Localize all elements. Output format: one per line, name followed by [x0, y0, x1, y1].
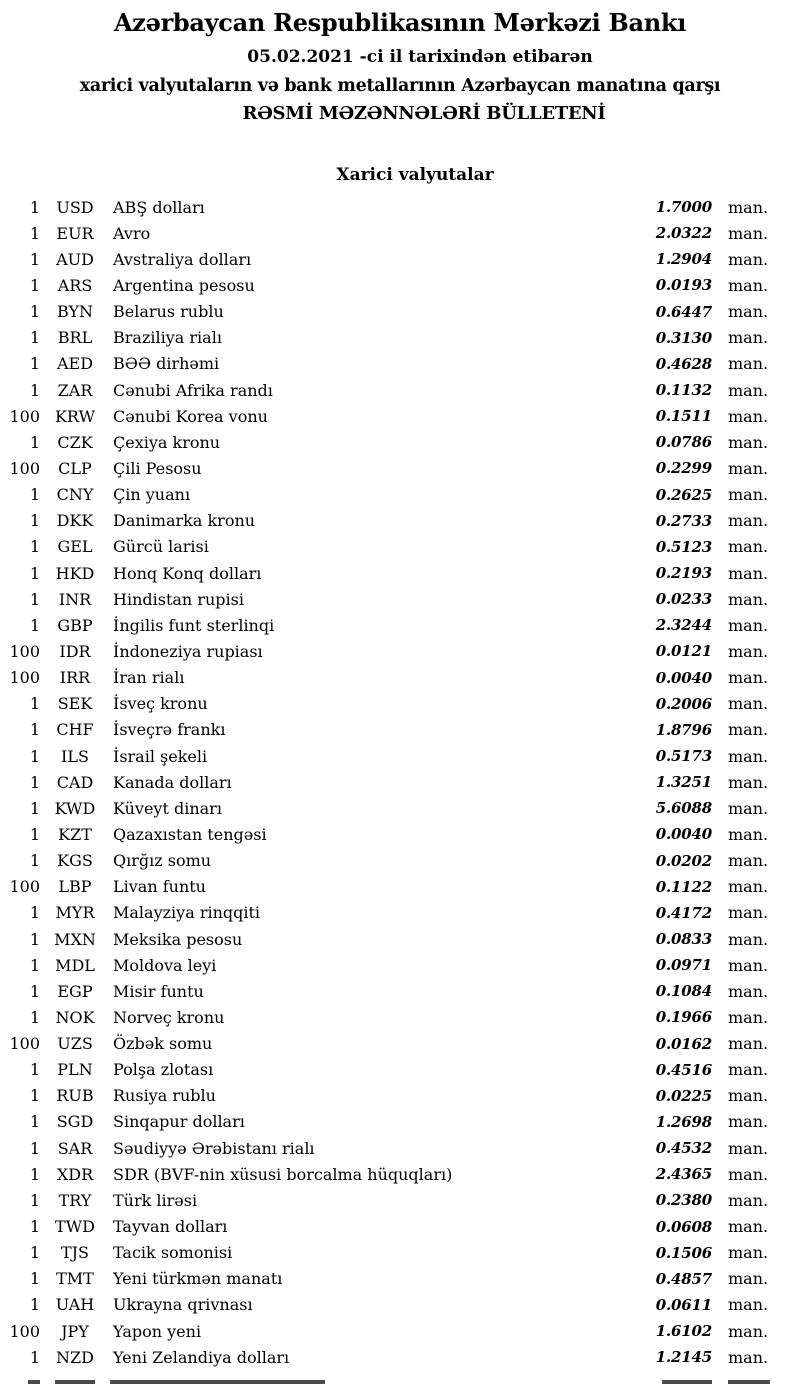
currency-name: İsrail şekeli: [113, 746, 208, 766]
currency-name: Küveyt dinarı: [113, 798, 222, 818]
quantity-value: 100: [9, 668, 40, 688]
currency-name: Belarus rublu: [113, 302, 224, 322]
unit-label: man.: [728, 223, 769, 243]
quantity-value: 1: [29, 1190, 40, 1210]
quantity-value: 1: [29, 485, 40, 505]
rate-value: 0.5123: [655, 537, 712, 556]
currency-code: IDR: [59, 641, 91, 661]
currency-code: MYR: [55, 903, 95, 923]
currency-row: [0, 482, 800, 508]
quantity-value: 1: [29, 249, 40, 269]
currency-code: BYN: [56, 302, 94, 322]
quantity-value: 1: [29, 1086, 40, 1106]
currency-row: [0, 952, 800, 978]
currency-row: [0, 926, 800, 952]
quantity-value: 1: [29, 223, 40, 243]
currency-name: Honq Konq dolları: [113, 563, 262, 583]
unit-label: man.: [728, 563, 769, 583]
currency-code: SEK: [57, 694, 93, 714]
currency-name: Çexiya kronu: [113, 432, 221, 452]
currency-row: [0, 1240, 800, 1266]
currency-name: İsveçrə frankı: [113, 720, 226, 740]
currency-code: CZK: [57, 432, 93, 452]
quantity-value: 1: [29, 380, 40, 400]
currency-code: MDL: [55, 955, 95, 975]
currency-code: HKD: [55, 563, 95, 583]
currency-code: TRY: [58, 1190, 92, 1210]
currency-name: Livan funtu: [113, 877, 206, 897]
currency-code: INR: [58, 589, 92, 609]
unit-label: man.: [728, 1269, 769, 1289]
unit-label: man.: [728, 694, 769, 714]
currency-row: [0, 220, 800, 246]
unit-label: man.: [728, 197, 769, 217]
unit-label: man.: [728, 1034, 769, 1054]
rate-value: 1.6102: [655, 1322, 712, 1341]
currency-name: SDR (BVF-nin xüsusi borcalma hüquqları): [113, 1164, 453, 1184]
currency-name: Meksika pesosu: [113, 929, 243, 949]
quantity-value: 100: [9, 641, 40, 661]
rate-value: 0.3130: [655, 328, 712, 347]
unit-label: man.: [728, 1347, 769, 1367]
quantity-value: 1: [29, 746, 40, 766]
rate-value: 0.0040: [655, 825, 712, 844]
quantity-value: 1: [29, 1243, 40, 1263]
quantity-value: 1: [29, 929, 40, 949]
rate-value: 0.1122: [655, 877, 712, 896]
currency-rate-table: [0, 194, 800, 1370]
currency-code: SGD: [56, 1112, 94, 1132]
rate-value: 0.0202: [655, 851, 712, 870]
rate-value: 0.0233: [655, 590, 712, 609]
unit-label: man.: [728, 929, 769, 949]
quantity-value: 1: [29, 772, 40, 792]
currency-name: Tacik somonisi: [113, 1243, 233, 1263]
unit-label: man.: [728, 406, 769, 426]
currency-row: [0, 1187, 800, 1213]
currency-row: [0, 325, 800, 351]
currency-row: [0, 351, 800, 377]
rate-value: 0.0162: [655, 1034, 712, 1053]
rate-value: 0.1084: [655, 982, 712, 1001]
currency-name: Sinqapur dolları: [113, 1112, 245, 1132]
currency-code: AUD: [56, 249, 94, 269]
rate-value: 1.8796: [655, 720, 712, 739]
rate-value: 0.5173: [655, 747, 712, 766]
clipped-quantity-fragment: [28, 1380, 40, 1384]
currency-code: MXN: [54, 929, 96, 949]
currency-row: [0, 1318, 800, 1344]
currency-row: [0, 1344, 800, 1370]
currency-code: BRL: [57, 328, 93, 348]
unit-label: man.: [728, 1164, 769, 1184]
rate-value: 2.0322: [655, 224, 712, 243]
unit-label: man.: [728, 432, 769, 452]
currency-name: Braziliya rialı: [113, 328, 222, 348]
unit-label: man.: [728, 851, 769, 871]
currency-row: [0, 455, 800, 481]
currency-name: Cənubi Korea vonu: [113, 406, 268, 426]
rate-value: 2.4365: [655, 1165, 712, 1184]
rate-value: 0.0040: [655, 668, 712, 687]
currency-name: Polşa zlotası: [113, 1060, 214, 1080]
currency-name: Argentina pesosu: [113, 275, 255, 295]
clipped-code-fragment: [55, 1380, 95, 1384]
quantity-value: 1: [29, 1164, 40, 1184]
currency-name: İran rialı: [113, 668, 185, 688]
quantity-value: 1: [29, 694, 40, 714]
rate-value: 1.7000: [655, 198, 712, 217]
currency-name: Danimarka kronu: [113, 511, 256, 531]
currency-code: DKK: [56, 511, 94, 531]
unit-label: man.: [728, 746, 769, 766]
unit-label: man.: [728, 1086, 769, 1106]
unit-label: man.: [728, 249, 769, 269]
currency-row: [0, 534, 800, 560]
currency-row: [0, 1266, 800, 1292]
quantity-value: 1: [29, 1112, 40, 1132]
currency-row: [0, 586, 800, 612]
rate-value: 0.0833: [655, 930, 712, 948]
currency-row: [0, 299, 800, 325]
rate-value: 0.4532: [655, 1139, 712, 1158]
currency-code: GEL: [57, 537, 93, 557]
currency-row: [0, 638, 800, 664]
currency-row: [0, 743, 800, 769]
currency-row: [0, 874, 800, 900]
currency-name: Misir funtu: [113, 981, 204, 1001]
rate-value: 0.1506: [655, 1243, 712, 1262]
quantity-value: 1: [29, 1295, 40, 1315]
effective-date-line: 05.02.2021 -ci il tarixindən etibarən: [247, 47, 593, 67]
currency-code: IRR: [59, 668, 91, 688]
currency-code: TJS: [60, 1243, 90, 1263]
currency-code: CAD: [56, 772, 94, 792]
currency-name: İndoneziya rupiası: [113, 641, 263, 661]
currency-name: Avro: [113, 223, 151, 243]
quantity-value: 1: [29, 1269, 40, 1289]
quantity-value: 1: [29, 1138, 40, 1158]
clipped-name-fragment: [110, 1380, 325, 1384]
clipped-unit-fragment: [728, 1380, 770, 1384]
currency-name: Hindistan rupisi: [113, 589, 244, 609]
rate-value: 0.4628: [655, 354, 712, 373]
currency-name: Norveç kronu: [113, 1007, 225, 1027]
currency-name: Cənubi Afrika randı: [113, 380, 273, 400]
rate-value: 0.0971: [655, 956, 712, 975]
unit-label: man.: [728, 641, 769, 661]
rate-value: 0.4172: [655, 903, 712, 922]
unit-label: man.: [728, 302, 769, 322]
quantity-value: 1: [29, 537, 40, 557]
currency-row: [0, 717, 800, 743]
currency-name: Malayziya rinqqiti: [113, 903, 261, 923]
unit-label: man.: [728, 720, 769, 740]
rate-value: 1.2698: [655, 1112, 712, 1131]
quantity-value: 1: [29, 903, 40, 923]
currency-name: Yeni türkmən manatı: [113, 1269, 283, 1289]
currency-code: XDR: [56, 1164, 94, 1184]
rate-value: 0.2733: [655, 511, 712, 530]
currency-row: [0, 560, 800, 586]
currency-code: TWD: [55, 1217, 95, 1237]
currency-row: [0, 769, 800, 795]
currency-code: ILS: [61, 746, 89, 766]
unit-label: man.: [728, 1112, 769, 1132]
currency-name: Gürcü larisi: [113, 537, 209, 557]
unit-label: man.: [728, 981, 769, 1001]
currency-row: [0, 272, 800, 298]
unit-label: man.: [728, 1321, 769, 1341]
rate-value: 0.2625: [655, 485, 712, 504]
quantity-value: 1: [29, 589, 40, 609]
currency-name: Ukrayna qrivnası: [113, 1295, 253, 1315]
currency-code: ZAR: [57, 380, 93, 400]
currency-name: Səudiyyə Ərəbistanı rialı: [113, 1138, 315, 1158]
currency-name: Yeni Zelandiya dolları: [113, 1347, 290, 1367]
currency-name: Çili Pesosu: [113, 458, 202, 478]
rate-value: 0.0608: [655, 1217, 712, 1236]
quantity-value: 1: [29, 851, 40, 871]
unit-label: man.: [728, 537, 769, 557]
currency-name: İsveç kronu: [113, 694, 208, 714]
currency-row: [0, 1213, 800, 1239]
bulletin-title: RƏSMİ MƏZƏNNƏLƏRİ BÜLLETENİ: [242, 103, 606, 124]
quantity-value: 1: [29, 720, 40, 740]
currency-code: UZS: [57, 1034, 93, 1054]
unit-label: man.: [728, 275, 769, 295]
unit-label: man.: [728, 1243, 769, 1263]
currency-name: İngilis funt sterlinqi: [113, 615, 275, 635]
currency-name: Çin yuanı: [113, 485, 191, 505]
quantity-value: 1: [29, 563, 40, 583]
unit-label: man.: [728, 589, 769, 609]
currency-row: [0, 1292, 800, 1318]
currency-row: [0, 795, 800, 821]
currency-name: BƏƏ dirhəmi: [113, 354, 220, 374]
unit-label: man.: [728, 1217, 769, 1237]
quantity-value: 1: [29, 955, 40, 975]
unit-label: man.: [728, 380, 769, 400]
currency-name: Rusiya rublu: [113, 1086, 216, 1106]
quantity-value: 1: [29, 1060, 40, 1080]
rate-value: 0.2193: [655, 564, 712, 583]
unit-label: man.: [728, 511, 769, 531]
quantity-value: 1: [29, 302, 40, 322]
quantity-value: 1: [29, 197, 40, 217]
currency-name: Moldova leyi: [113, 955, 217, 975]
rate-value: 1.2145: [655, 1348, 712, 1367]
currency-row: [0, 612, 800, 638]
currency-row: [0, 665, 800, 691]
rate-value: 0.2006: [655, 694, 712, 713]
unit-label: man.: [728, 354, 769, 374]
currency-row: [0, 900, 800, 926]
currency-name: Qırğız somu: [113, 851, 212, 871]
currency-row: [0, 246, 800, 272]
quantity-value: 1: [29, 798, 40, 818]
clipped-next-row-fragment: [0, 1378, 800, 1384]
currency-code: SAR: [57, 1138, 93, 1158]
currency-row: [0, 1083, 800, 1109]
rate-value: 0.0193: [655, 276, 712, 295]
unit-label: man.: [728, 1295, 769, 1315]
currency-row: [0, 1161, 800, 1187]
quantity-value: 1: [29, 615, 40, 635]
currency-row: [0, 1135, 800, 1161]
quantity-value: 1: [29, 275, 40, 295]
rate-value: 0.1132: [655, 381, 712, 400]
currency-row: [0, 978, 800, 1004]
quantity-value: 1: [29, 328, 40, 348]
currency-code: UAH: [55, 1295, 95, 1315]
currency-code: CHF: [56, 720, 94, 740]
currency-row: [0, 508, 800, 534]
bank-title: Azərbaycan Respublikasının Mərkəzi Bankı: [113, 8, 687, 37]
currency-code: JPY: [61, 1321, 89, 1341]
rate-value: 0.1966: [655, 1008, 712, 1027]
currency-code: RUB: [56, 1086, 94, 1106]
currency-code: PLN: [57, 1060, 93, 1080]
currency-code: GBP: [57, 615, 93, 635]
currency-row: [0, 1004, 800, 1030]
rate-value: 0.1511: [655, 407, 712, 426]
quantity-value: 1: [29, 354, 40, 374]
unit-label: man.: [728, 1138, 769, 1158]
currency-name: Türk lirəsi: [113, 1190, 198, 1210]
unit-label: man.: [728, 955, 769, 975]
clipped-rate-fragment: [662, 1380, 712, 1384]
currency-code: KGS: [57, 851, 93, 871]
quantity-value: 100: [9, 1034, 40, 1054]
currency-code: KRW: [54, 406, 96, 426]
currency-name: Özbək somu: [113, 1034, 213, 1054]
currency-row: [0, 1109, 800, 1135]
unit-label: man.: [728, 1190, 769, 1210]
currency-name: Yapon yeni: [113, 1321, 202, 1341]
currency-row: [0, 848, 800, 874]
unit-label: man.: [728, 772, 769, 792]
quantity-value: 100: [9, 458, 40, 478]
rate-value: 0.0225: [655, 1086, 712, 1105]
unit-label: man.: [728, 668, 769, 688]
currency-name: Qazaxıstan tengəsi: [113, 824, 267, 844]
currency-code: ARS: [57, 275, 93, 295]
rate-value: 2.3244: [655, 616, 712, 635]
rate-value: 0.6447: [655, 302, 712, 321]
unit-label: man.: [728, 328, 769, 348]
quantity-value: 1: [29, 1007, 40, 1027]
quantity-value: 1: [29, 981, 40, 1001]
rate-value: 0.4516: [655, 1060, 712, 1079]
quantity-value: 1: [29, 824, 40, 844]
quantity-value: 100: [9, 406, 40, 426]
currency-name: Tayvan dolları: [113, 1217, 228, 1237]
unit-label: man.: [728, 1007, 769, 1027]
currency-name: Kanada dolları: [113, 772, 232, 792]
currency-code: USD: [56, 197, 94, 217]
unit-label: man.: [728, 485, 769, 505]
rate-value: 0.0786: [655, 433, 712, 452]
quantity-value: 1: [29, 432, 40, 452]
unit-label: man.: [728, 458, 769, 478]
currency-code: CNY: [56, 485, 94, 505]
rate-value: 0.4857: [655, 1269, 712, 1288]
subtitle-line: xarici valyutaların və bank metallarının Azərbaycan manatına qarşı: [79, 76, 721, 96]
currency-code: AED: [56, 354, 94, 374]
currency-code: CLP: [58, 458, 92, 478]
unit-label: man.: [728, 1060, 769, 1080]
rate-value: 0.2299: [655, 459, 712, 478]
quantity-value: 100: [9, 1321, 40, 1341]
currency-code: TMT: [56, 1269, 94, 1289]
currency-name: Avstraliya dolları: [113, 249, 252, 269]
unit-label: man.: [728, 615, 769, 635]
rate-value: 1.3251: [655, 773, 712, 792]
unit-label: man.: [728, 903, 769, 923]
rate-value: 0.0121: [655, 642, 712, 661]
quantity-value: 1: [29, 511, 40, 531]
currency-code: KZT: [58, 824, 92, 844]
currency-row: [0, 403, 800, 429]
currency-row: [0, 821, 800, 847]
unit-label: man.: [728, 824, 769, 844]
currency-row: [0, 194, 800, 220]
quantity-value: 1: [29, 1347, 40, 1367]
currency-name: ABŞ dolları: [113, 197, 205, 217]
currency-code: LBP: [58, 877, 92, 897]
unit-label: man.: [728, 798, 769, 818]
currency-row: [0, 1057, 800, 1083]
currency-row: [0, 1031, 800, 1057]
currency-code: NZD: [56, 1347, 94, 1367]
quantity-value: 100: [9, 877, 40, 897]
currency-row: [0, 691, 800, 717]
rate-value: 1.2904: [655, 250, 712, 269]
currency-row: [0, 377, 800, 403]
currency-code: EGP: [57, 981, 93, 1001]
rate-value: 0.0611: [655, 1295, 712, 1314]
currency-code: EUR: [56, 223, 94, 243]
section-title-foreign-currencies: Xarici valyutalar: [336, 165, 494, 185]
currency-row: [0, 429, 800, 455]
unit-label: man.: [728, 877, 769, 897]
currency-code: KWD: [54, 798, 96, 818]
quantity-value: 1: [29, 1217, 40, 1237]
currency-code: NOK: [55, 1007, 95, 1027]
rate-value: 0.2380: [655, 1191, 712, 1210]
rate-value: 5.6088: [655, 799, 712, 818]
